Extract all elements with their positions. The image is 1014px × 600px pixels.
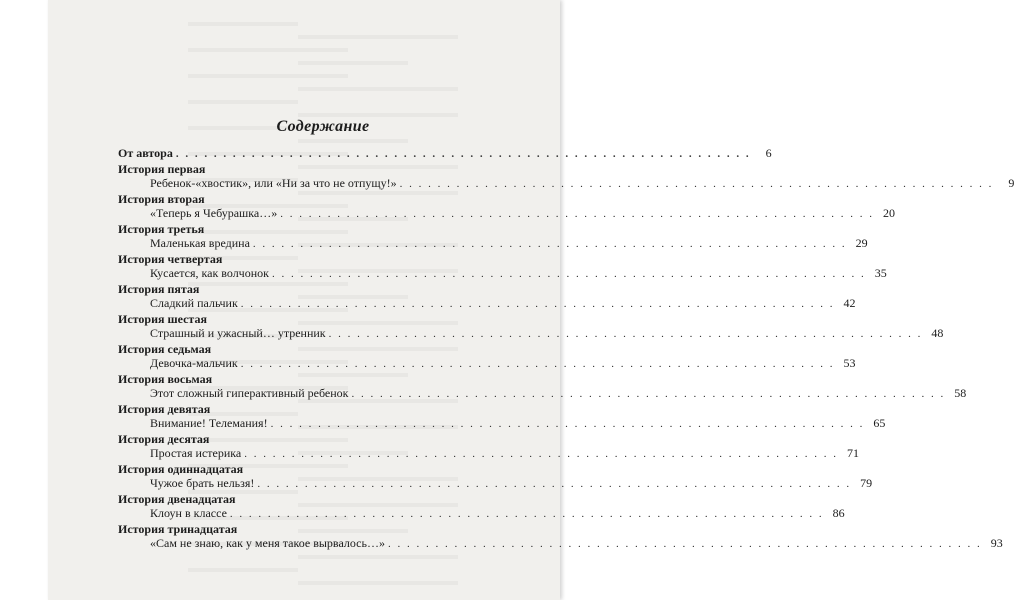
bleed-line	[298, 113, 458, 117]
toc-page-number: 20	[883, 206, 896, 220]
chapter-heading: История девятая	[118, 402, 211, 416]
leader-dots: . . . . . . . . . . . . . . . . . . . . . . . . . . . . . . . . . . . . . . . . . . . . . . . . . . . . . . . . . . . . . . .	[351, 388, 946, 400]
leader-dots: . . . . . . . . . . . . . . . . . . . . . . . . . . . . . . . . . . . . . . . . . . . . . . . . . . . . . . . . . . . . .	[175, 148, 751, 160]
bleed-line	[298, 87, 458, 91]
toc-entry[interactable]	[118, 296, 856, 310]
leader-dots: . . . . . . . . . . . . . . . . . . . . . . . . . . . . . . . . . . . . . . . . . . . . . . . . . . . . . . . . . . . . . . .	[252, 238, 847, 250]
toc-entry[interactable]	[118, 506, 845, 520]
bleed-line	[298, 555, 458, 559]
toc-page-number: 6	[765, 146, 772, 160]
toc-page-number: 29	[855, 236, 868, 250]
toc-entry[interactable]	[118, 236, 868, 250]
toc-page-number: 71	[847, 446, 859, 460]
chapter-heading: История седьмая	[118, 342, 212, 356]
leader-dots: . . . . . . . . . . . . . . . . . . . . . . . . . . . . . . . . . . . . . . . . . . . . . . . . . . . . . . . . . . . . . . .	[399, 178, 994, 190]
chapter-heading: История третья	[118, 222, 205, 236]
toc-entry-title: Чужое брать нельзя!	[150, 476, 255, 490]
toc-entry[interactable]	[118, 266, 887, 280]
chapter-heading: История тринадцатая	[118, 522, 238, 536]
toc-entry[interactable]	[118, 446, 859, 460]
chapter-heading: История восьмая	[118, 372, 213, 386]
leader-dots: . . . . . . . . . . . . . . . . . . . . . . . . . . . . . . . . . . . . . . . . . . . . . . . . . . . . . . . . . . . . . . .	[280, 208, 875, 220]
leader-dots: . . . . . . . . . . . . . . . . . . . . . . . . . . . . . . . . . . . . . . . . . . . . . . . . . . . . . . . . . . . . . . .	[387, 538, 982, 550]
chapter-heading: История пятая	[118, 282, 200, 296]
toc-page-number: 79	[860, 476, 873, 490]
chapter-heading: История десятая	[118, 432, 210, 446]
bleed-line	[188, 568, 298, 572]
toc-entry-label: От автора	[118, 146, 173, 160]
leader-dots: . . . . . . . . . . . . . . . . . . . . . . . . . . . . . . . . . . . . . . . . . . . . . . . . . . . . . . . . . . . . . . .	[229, 508, 824, 520]
toc-entry[interactable]	[118, 416, 886, 430]
bleed-line	[188, 100, 298, 104]
toc-page-number: 65	[873, 416, 886, 430]
chapter-list	[118, 160, 1014, 550]
toc-entry-title: «Теперь я Чебурашка…»	[150, 206, 278, 220]
toc-entry[interactable]	[118, 206, 896, 220]
table-of-contents	[118, 118, 1014, 550]
toc-entry[interactable]	[118, 176, 1014, 190]
toc-entry-title: Ребенок-«хвостик», или «Ни за что не отпущу!»	[150, 176, 397, 190]
toc-entry-title: Простая истерика	[150, 446, 242, 460]
toc-entry-title: Сладкий пальчик	[150, 296, 238, 310]
chapter-heading: История первая	[118, 162, 206, 176]
leader-dots: . . . . . . . . . . . . . . . . . . . . . . . . . . . . . . . . . . . . . . . . . . . . . . . . . . . . . . . . . . . . . . .	[240, 358, 835, 370]
toc-entry-title: Страшный и ужасный… утренник	[150, 326, 326, 340]
toc-entry-title: Кусается, как волчонок	[150, 266, 269, 280]
chapter-heading: История двенадцатая	[118, 492, 236, 506]
toc-page-number: 35	[874, 266, 887, 280]
toc-page-number: 53	[843, 356, 856, 370]
toc-page-number: 58	[954, 386, 967, 400]
chapter-heading: История четвертая	[118, 252, 223, 266]
toc-entry-from-author[interactable]	[118, 146, 772, 160]
book-page	[48, 0, 1014, 600]
toc-page-number: 9	[1008, 176, 1014, 190]
chapter-heading: История вторая	[118, 192, 205, 206]
toc-entry-title: «Сам не знаю, как у меня такое вырвалось…»	[150, 536, 385, 550]
leader-dots: . . . . . . . . . . . . . . . . . . . . . . . . . . . . . . . . . . . . . . . . . . . . . . . . . . . . . . . . . . . . . . .	[270, 418, 865, 430]
toc-entry[interactable]	[118, 536, 1003, 550]
bleed-line	[188, 74, 348, 78]
chapter-heading: История шестая	[118, 312, 207, 326]
leader-dots: . . . . . . . . . . . . . . . . . . . . . . . . . . . . . . . . . . . . . . . . . . . . . . . . . . . . . . . . . . . . . . .	[328, 328, 923, 340]
leader-dots: . . . . . . . . . . . . . . . . . . . . . . . . . . . . . . . . . . . . . . . . . . . . . . . . . . . . . . . . . . . . . . .	[271, 268, 866, 280]
toc-entry[interactable]	[118, 476, 873, 490]
toc-entry-title: Этот сложный гиперактивный ребенок	[150, 386, 349, 400]
toc-entry[interactable]	[118, 356, 856, 370]
toc-page-number: 86	[832, 506, 845, 520]
bleed-line	[298, 35, 458, 39]
bleed-line	[188, 48, 348, 52]
toc-title: Содержание	[276, 118, 370, 135]
toc-page-number: 42	[843, 296, 856, 310]
toc-entry[interactable]	[118, 326, 944, 340]
leader-dots: . . . . . . . . . . . . . . . . . . . . . . . . . . . . . . . . . . . . . . . . . . . . . . . . . . . . . . . . . . . . . . .	[244, 448, 838, 460]
toc-entry-title: Внимание! Телемания!	[150, 416, 268, 430]
toc-entry-title: Маленькая вредина	[150, 236, 250, 250]
toc-entry[interactable]	[118, 386, 967, 400]
bleed-line	[298, 581, 458, 585]
toc-page-number: 93	[990, 536, 1003, 550]
toc-page-number: 48	[931, 326, 944, 340]
leader-dots: . . . . . . . . . . . . . . . . . . . . . . . . . . . . . . . . . . . . . . . . . . . . . . . . . . . . . . . . . . . . . . .	[240, 298, 835, 310]
leader-dots: . . . . . . . . . . . . . . . . . . . . . . . . . . . . . . . . . . . . . . . . . . . . . . . . . . . . . . . . . . . . . . .	[257, 478, 852, 490]
toc-entry-title: Девочка-мальчик	[150, 356, 238, 370]
bleed-line	[298, 61, 408, 65]
toc-entry-title: Клоун в классе	[150, 506, 227, 520]
bleed-line	[188, 22, 298, 26]
chapter-heading: История одиннадцатая	[118, 462, 244, 476]
